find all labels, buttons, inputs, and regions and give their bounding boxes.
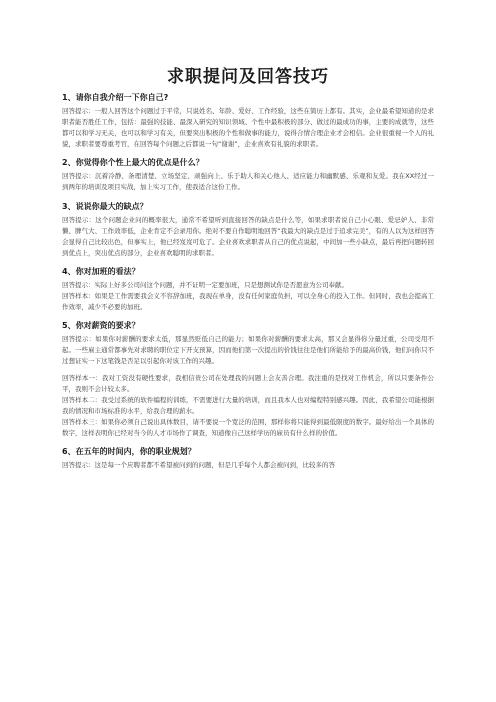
answer-paragraph: 回答提示：这是每一个应聘者都不希望被问到的问题，但是几乎每个人都会被问到，比较多的答: [62, 461, 335, 470]
answer-paragraph: 回答提示：一般人回答这个问题过于平常，只说姓名、年龄、爱好、工作经验，这些在简历上都有。其实，企业最希望知道的是求职者能否胜任工作，包括：最强的技能、最深入研究的知识领域、个性中最积极的部分、做过的最成功的事，主要的成就等，这些都可以和学习无关，也可以和学习有关，但要突出积极的个性和做事的能力，说得合情合理企业才会相信。企业很重视一个人的礼貌，求职者要尊重考官，在回答每个问题之后都说一句“谢谢”，企业喜欢有礼貌的求职者。: [62, 107, 434, 149]
question-heading: 2、你觉得你个性上最大的优点是什么？: [62, 158, 204, 168]
question-heading: 1、请你自我介绍一下你自己?: [62, 93, 169, 102]
answer-paragraph: 回答提示：这个问题企业问的概率很大，通常不希望听到直接回答的缺点是什么等，如果求职者说自己小心眼、爱忌妒人、非常懒、脾气大、工作效率低，企业肯定不会录用你。绝对不要自作聪明地回答“我最大的缺点是过于追求完美”，有的人以为这样回答会显得自己比较出色，但事实上，他已经岌岌可危了。企业喜欢求职者从自己的优点说起，中间加一些小缺点，最后再把问题转回到优点上，突出优点的部分，企业喜欢聪明的求职者。: [62, 215, 434, 257]
question-heading: 5、你对薪资的要求？: [62, 321, 140, 331]
qa-section-5: [62, 320, 434, 439]
question-heading: 3、说说你最大的缺点？: [62, 201, 148, 211]
question-heading: 6、在五年的时间内，你的职业规划？: [62, 447, 196, 457]
answer-paragraph: 回答提示：沉着冷静、条理清楚、立场坚定、顽强向上、乐于助人和关心他人、适应能力和幽默感、乐观和友爱。我在XX经过一到两年的培训及项目实战，加上实习工作，使我适合这份工作。: [62, 172, 434, 192]
document-body: [62, 92, 434, 478]
answer-paragraph: 回答样本二：我受过系统的软件编程的训练，不需要进行大量的培训，而且我本人也对编程特别感兴趣。因此，我希望公司能根据我的情况和市场标准的水平，给我合理的薪水。: [62, 395, 434, 415]
qa-section-2: [62, 157, 434, 193]
answer-paragraph: 回答样本：如果是工作需要我会义不容辞加班，我现在单身，没有任何家庭负担，可以全身心的投入工作。但同时，我也会提高工作效率，减少不必要的加班。: [62, 292, 434, 312]
answer-paragraph: 回答提示：实际上好多公司问这个问题，并不证明一定要加班，只是想测试你是否愿意为公司奉献。: [62, 280, 348, 289]
qa-section-3: [62, 201, 434, 259]
question-heading: 4、你对加班的看法？: [62, 266, 140, 276]
answer-paragraph: 回答样本一：我对工资没有硬性要求，我相信贵公司在处理我的问题上会友善合理。我注重的是找对工作机会，所以只要条件公平，我则不会计较太多。: [62, 373, 434, 393]
answer-paragraph: 回答样本三：如果你必须自己说出具体数目，请不要说一个宽泛的范围，那样你将只能得到最低限度的数字。最好给出一个具体的数字，这样表明你已经对当今的人才市场作了调查，知道像自己这样学历的雇员有什么样的价值。: [62, 417, 434, 437]
qa-section-6: [62, 446, 434, 471]
qa-section-4: [62, 266, 434, 313]
qa-section-1: [62, 92, 434, 150]
page-title: 求职提问及回答技巧: [167, 67, 329, 87]
answer-paragraph: 回答提示：如果你对薪酬的要求太低，那显然贬低自己的能力；如果你对薪酬的要求太高，那又会显得你分量过重，公司受用不起。一些雇主通常都事先对求聘的职位定下开支预算，因而他们第一次提出的价钱往往是他们所能给予的最高价钱，他们问你只不过想证实一下这笔钱是否足以引起你对该工作的兴趣。: [62, 335, 434, 366]
